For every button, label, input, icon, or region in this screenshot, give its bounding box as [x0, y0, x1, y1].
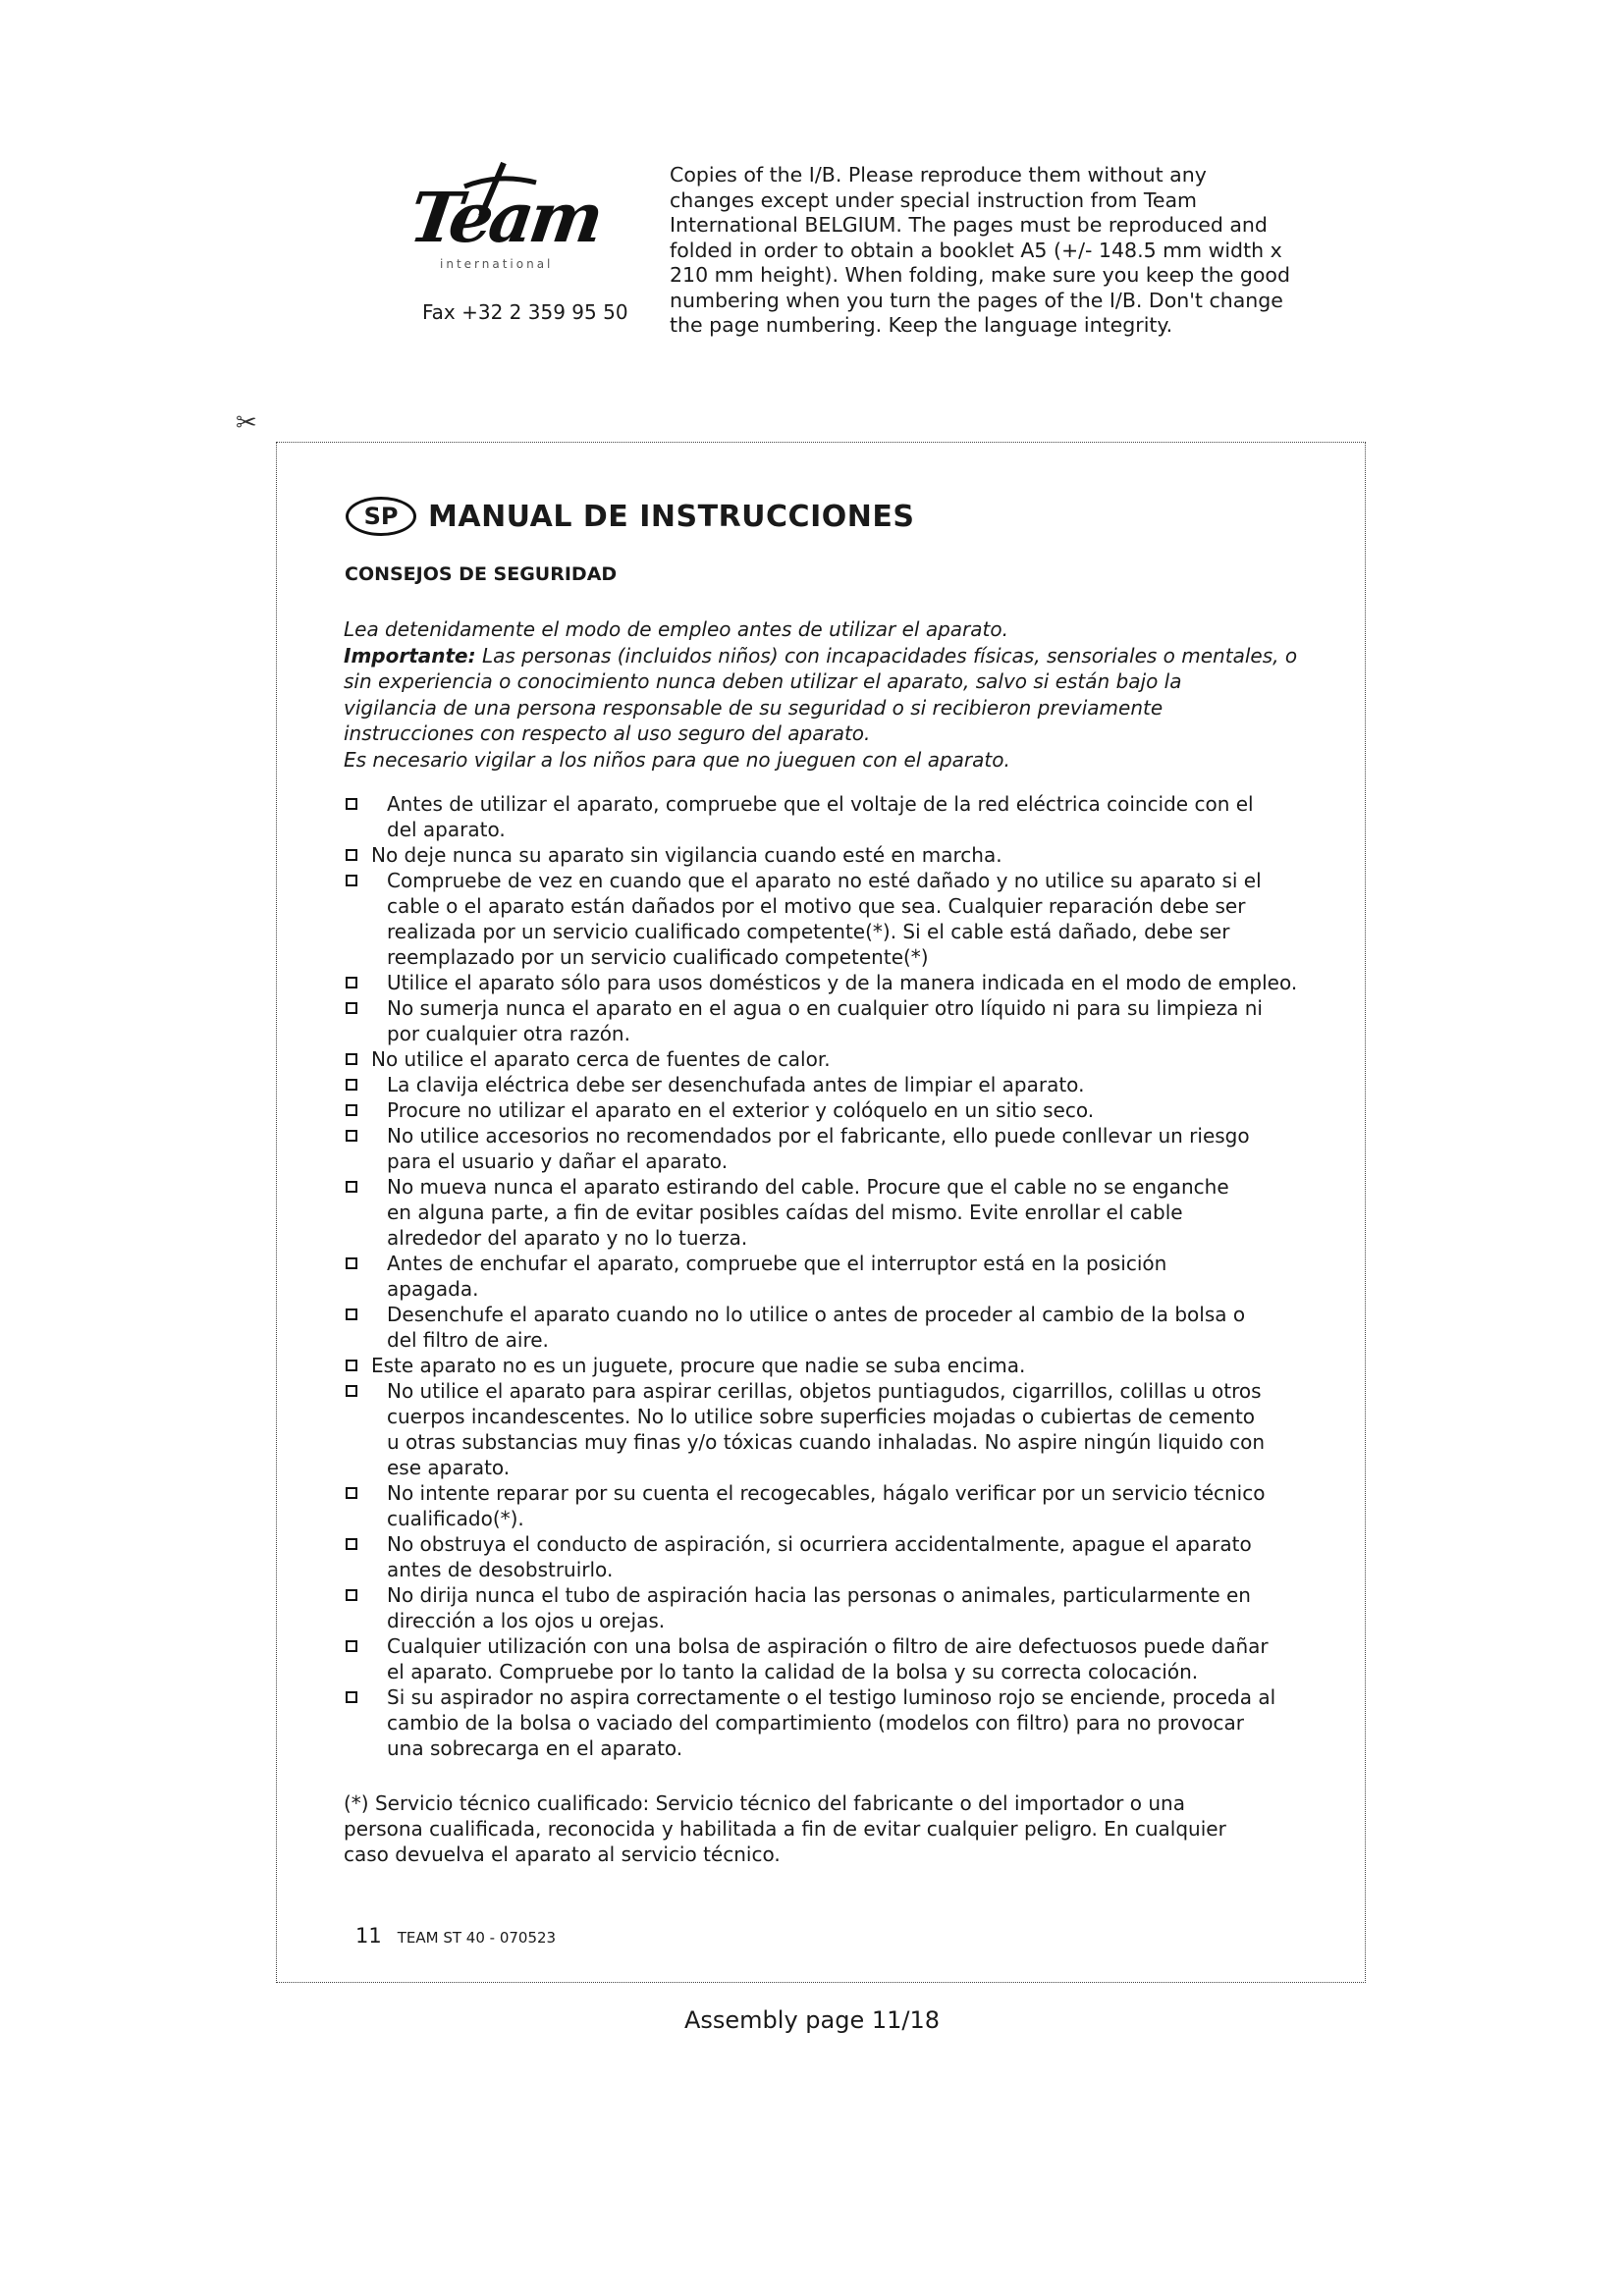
list-item — [344, 1123, 1335, 1174]
list-item — [344, 1251, 1335, 1302]
copies-line: 210 mm height). When folding, make sure you keep the good — [670, 263, 1290, 287]
item-line: Desenchufe el aparato cuando no lo utilice o antes de proceder al cambio de la bolsa o — [387, 1303, 1246, 1326]
item-line: No dirija nunca el tubo de aspiración hacia las personas o animales, particularmente en — [387, 1583, 1251, 1607]
copies-line: the page numbering. Keep the language integrity. — [670, 313, 1173, 337]
item-line: antes de desobstruirlo. — [387, 1558, 614, 1581]
list-item — [344, 1353, 1335, 1378]
list-item — [344, 1480, 1335, 1531]
item-line: una sobrecarga en el aparato. — [387, 1736, 683, 1760]
important-label: Importante: — [344, 643, 476, 667]
checkbox-bullet-icon — [346, 1079, 357, 1091]
note-line: caso devuelva el aparato al servicio técnico. — [344, 1842, 781, 1866]
list-item — [344, 1302, 1335, 1353]
list-item — [344, 868, 1335, 970]
assembly-page-label: Assembly page 11/18 — [683, 2006, 941, 2034]
list-item — [344, 1582, 1335, 1633]
model-code: TEAM ST 40 - 070523 — [397, 1929, 557, 1947]
copies-line: changes except under special instruction from Team — [670, 187, 1198, 212]
footnote — [344, 1790, 1326, 1867]
intro-line: sin experiencia o conocimiento nunca deben utilizar el aparato, salvo si están bajo la — [344, 669, 1182, 693]
checkbox-bullet-icon — [346, 1538, 357, 1550]
item-line: Este aparato no es un juguete, procure que nadie se suba encima. — [371, 1354, 1026, 1377]
item-line: Antes de enchufar el aparato, compruebe que el interruptor está en la posición — [387, 1252, 1167, 1275]
section-heading: CONSEJOS DE SEGURIDAD — [345, 563, 618, 585]
checkbox-bullet-icon — [346, 1640, 357, 1652]
list-item — [344, 1633, 1335, 1684]
checkbox-bullet-icon — [346, 1487, 357, 1499]
intro-line: Es necesario vigilar a los niños para que no jueguen con el aparato. — [344, 747, 1010, 772]
item-line: Si su aspirador no aspira correctamente o el testigo luminoso rojo se enciende, proceda al — [387, 1685, 1276, 1709]
item-line: No utilice accesorios no recomendados por el fabricante, ello puede conllevar un riesgo — [387, 1124, 1250, 1148]
item-line: cable o el aparato están dañados por el motivo que sea. Cualquier reparación debe ser — [387, 894, 1246, 918]
item-line: en alguna parte, a fin de evitar posibles caídas del mismo. Evite enrollar el cable — [387, 1201, 1183, 1224]
item-line: cambio de la bolsa o vaciado del compartimiento (modelos con filtro) para no provocar — [387, 1711, 1244, 1735]
item-line: ese aparato. — [387, 1456, 511, 1479]
intro-line: Lea detenidamente el modo de empleo antes de utilizar el aparato. — [344, 617, 1008, 641]
page-footer — [355, 1924, 556, 1948]
checkbox-bullet-icon — [346, 1691, 357, 1703]
list-item — [344, 1046, 1335, 1072]
item-line: Procure no utilizar el aparato en el exterior y colóquelo en un sitio seco. — [387, 1098, 1095, 1122]
item-line: No obstruya el conducto de aspiración, si ocurriera accidentalmente, apague el aparato — [387, 1532, 1252, 1556]
logo-subtitle: international — [440, 257, 554, 271]
copies-line: International BELGIUM. The pages must be reproduced and — [670, 213, 1268, 237]
item-line: No utilice el aparato para aspirar cerillas, objetos puntiagudos, cigarrillos, colillas u otros — [387, 1379, 1262, 1403]
copies-line: folded in order to obtain a booklet A5 (+/- 148.5 mm width x — [670, 238, 1282, 262]
safety-list — [344, 791, 1335, 1761]
checkbox-bullet-icon — [346, 1589, 357, 1601]
item-line: Utilice el aparato sólo para usos domésticos y de la manera indicada en el modo de empleo. — [387, 971, 1298, 994]
item-line: No sumerja nunca el aparato en el agua o en cualquier otro líquido ni para su limpieza ni — [387, 996, 1263, 1020]
checkbox-bullet-icon — [346, 798, 357, 810]
list-item — [344, 1097, 1335, 1123]
item-line: dirección a los ojos u orejas. — [387, 1609, 666, 1632]
item-line: reemplazado por un servicio cualificado competente(*) — [387, 945, 929, 969]
list-item — [344, 1072, 1335, 1097]
intro-line: instrucciones con respecto al uso seguro del aparato. — [344, 721, 871, 745]
page-number: 11 — [355, 1924, 382, 1948]
item-line: No utilice el aparato cerca de fuentes de calor. — [371, 1047, 831, 1071]
note-line: persona cualificada, reconocida y habilitada a fin de evitar cualquier peligro. En cualquier — [344, 1817, 1226, 1841]
language-badge: SP — [346, 497, 416, 536]
checkbox-bullet-icon — [346, 1002, 357, 1014]
copies-line: numbering when you turn the pages of the I/B. Don't change — [670, 288, 1283, 312]
checkbox-bullet-icon — [346, 1130, 357, 1142]
checkbox-bullet-icon — [346, 1308, 357, 1320]
item-line: No deje nunca su aparato sin vigilancia cuando esté en marcha. — [371, 843, 1002, 867]
item-line: del filtro de aire. — [387, 1328, 549, 1352]
checkbox-bullet-icon — [346, 875, 357, 886]
manual-title-row — [346, 493, 914, 540]
team-logo — [405, 157, 605, 285]
item-line: realizada por un servicio cualificado competente(*). Si el cable está dañado, debe ser — [387, 920, 1230, 943]
checkbox-bullet-icon — [346, 849, 357, 861]
logo-word: Team — [405, 177, 605, 258]
checkbox-bullet-icon — [346, 1360, 357, 1371]
intro-paragraph — [344, 616, 1326, 773]
intro-line: vigilancia de una persona responsable de su seguridad o si recibieron previamente — [344, 695, 1164, 720]
checkbox-bullet-icon — [346, 1053, 357, 1065]
item-line: cuerpos incandescentes. No lo utilice sobre superficies mojadas o cubiertas de cemento — [387, 1405, 1256, 1428]
list-item — [344, 1174, 1335, 1251]
checkbox-bullet-icon — [346, 977, 357, 988]
item-line: alrededor del aparato y no lo tuerza. — [387, 1226, 748, 1250]
copies-line: Copies of the I/B. Please reproduce them without any — [670, 163, 1207, 187]
item-line: u otras substancias muy finas y/o tóxicas cuando inhaladas. No aspire ningún liquido con — [387, 1430, 1266, 1454]
item-line: cualificado(*). — [387, 1507, 524, 1530]
manual-title: MANUAL DE INSTRUCCIONES — [428, 499, 915, 534]
list-item — [344, 995, 1335, 1046]
item-line: Cualquier utilización con una bolsa de aspiración o filtro de aire defectuosos puede dañar — [387, 1634, 1269, 1658]
item-line: por cualquier otra razón. — [387, 1022, 630, 1045]
list-item — [344, 1531, 1335, 1582]
item-line: para el usuario y dañar el aparato. — [387, 1149, 729, 1173]
item-line: el aparato. Compruebe por lo tanto la calidad de la bolsa y su correcta colocación. — [387, 1660, 1199, 1683]
checkbox-bullet-icon — [346, 1385, 357, 1397]
list-item — [344, 1378, 1335, 1480]
list-item — [344, 842, 1335, 868]
note-line: (*) Servicio técnico cualificado: Servicio técnico del fabricante o del importador o una — [344, 1791, 1185, 1815]
list-item — [344, 1684, 1335, 1761]
checkbox-bullet-icon — [346, 1181, 357, 1193]
fax-number: Fax +32 2 359 95 50 — [422, 300, 628, 324]
intro-important-line — [344, 643, 1326, 669]
scissors-icon: ✂ — [236, 408, 257, 438]
checkbox-bullet-icon — [346, 1257, 357, 1269]
intro-line: Las personas (incluidos niños) con incapacidades físicas, sensoriales o mentales, o — [475, 643, 1298, 667]
item-line: Compruebe de vez en cuando que el aparato no esté dañado y no utilice su aparato si el — [387, 869, 1262, 892]
list-item — [344, 970, 1335, 995]
item-line: del aparato. — [387, 818, 506, 841]
list-item — [344, 791, 1335, 842]
item-line: No mueva nunca el aparato estirando del cable. Procure que el cable no se enganche — [387, 1175, 1229, 1199]
item-line: apagada. — [387, 1277, 479, 1301]
copies-instructions — [670, 163, 1310, 339]
checkbox-bullet-icon — [346, 1104, 357, 1116]
item-line: Antes de utilizar el aparato, compruebe que el voltaje de la red eléctrica coincide con el — [387, 792, 1254, 816]
item-line: La clavija eléctrica debe ser desenchufada antes de limpiar el aparato. — [387, 1073, 1085, 1096]
item-line: No intente reparar por su cuenta el recogecables, hágalo verificar por un servicio técnico — [387, 1481, 1266, 1505]
